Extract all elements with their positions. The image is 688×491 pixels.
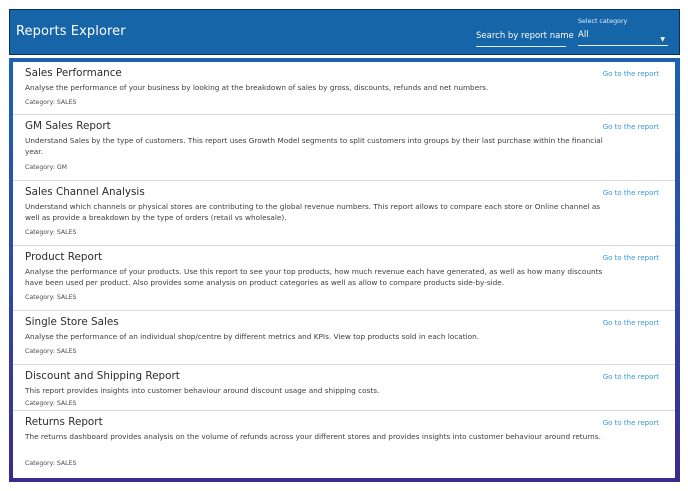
report-card-discount-shipping xyxy=(13,365,675,411)
report-card-sales-performance xyxy=(13,62,675,115)
report-title: Sales Channel Analysis xyxy=(25,186,145,198)
category-select[interactable] xyxy=(578,28,668,46)
report-title: Single Store Sales xyxy=(25,316,119,328)
report-title: Sales Performance xyxy=(25,67,122,79)
go-to-report-link[interactable]: Go to the report xyxy=(602,419,659,427)
go-to-report-link[interactable]: Go to the report xyxy=(602,319,659,327)
report-description: Analyse the performance of an individual shop/centre by different metrics and KPIs. View top products sold in each location. xyxy=(25,332,480,341)
go-to-report-link[interactable]: Go to the report xyxy=(602,189,659,197)
go-to-report-link[interactable]: Go to the report xyxy=(602,70,659,78)
search-input[interactable]: Search by report name xyxy=(476,29,566,47)
report-category: Category: SALES xyxy=(25,99,77,106)
report-description: This report provides insights into customer behaviour around discount usage and shipping costs. xyxy=(25,386,380,395)
report-category: Category: GM xyxy=(25,164,67,171)
report-description: Analyse the performance of your business by looking at the breakdown of sales by gross, discounts, refunds and net numbers. xyxy=(25,83,489,92)
go-to-report-link[interactable]: Go to the report xyxy=(602,254,659,262)
report-category: Category: SALES xyxy=(25,229,77,236)
report-description: Analyse the performance of your products. Use this report to see your top products, how much revenue each have generated, as well as how many discounts have been used per product. Also provides some analysis on product categories as well as allow to compare products side-by-side. xyxy=(25,267,603,287)
report-category: Category: SALES xyxy=(25,400,77,407)
report-card-sales-channel xyxy=(13,181,675,246)
app-header xyxy=(9,9,680,55)
chevron-down-icon: ▼ xyxy=(660,36,665,43)
report-title: Product Report xyxy=(25,251,103,263)
report-card-single-store xyxy=(13,311,675,365)
report-category: Category: SALES xyxy=(25,294,77,301)
report-category: Category: SALES xyxy=(25,348,77,355)
report-description: Understand which channels or physical stores are contributing to the global revenue numbers. This report allows to compare each store or Online channel as well as provide a breakdown by the type of orders (retail vs wholesale). xyxy=(25,202,601,222)
category-select-label: Select category xyxy=(578,18,628,25)
report-title: Returns Report xyxy=(25,416,103,428)
category-select-value: All xyxy=(578,30,589,40)
report-card-gm-sales xyxy=(13,115,675,181)
reports-frame xyxy=(9,58,680,482)
report-description: The returns dashboard provides analysis on the volume of refunds across your different stores and provides insights into customer behaviour around returns. xyxy=(25,432,601,441)
report-card-product xyxy=(13,246,675,311)
report-card-returns xyxy=(13,411,675,478)
go-to-report-link[interactable]: Go to the report xyxy=(602,123,659,131)
report-category: Category: SALES xyxy=(25,460,77,467)
report-list xyxy=(13,62,675,478)
app-title: Reports Explorer xyxy=(16,24,126,39)
report-title: GM Sales Report xyxy=(25,120,111,132)
report-description: Understand Sales by the type of customers. This report uses Growth Model segments to split customers into groups by their last purchase within the financial year. xyxy=(25,136,603,156)
go-to-report-link[interactable]: Go to the report xyxy=(602,373,659,381)
report-title: Discount and Shipping Report xyxy=(25,370,180,382)
